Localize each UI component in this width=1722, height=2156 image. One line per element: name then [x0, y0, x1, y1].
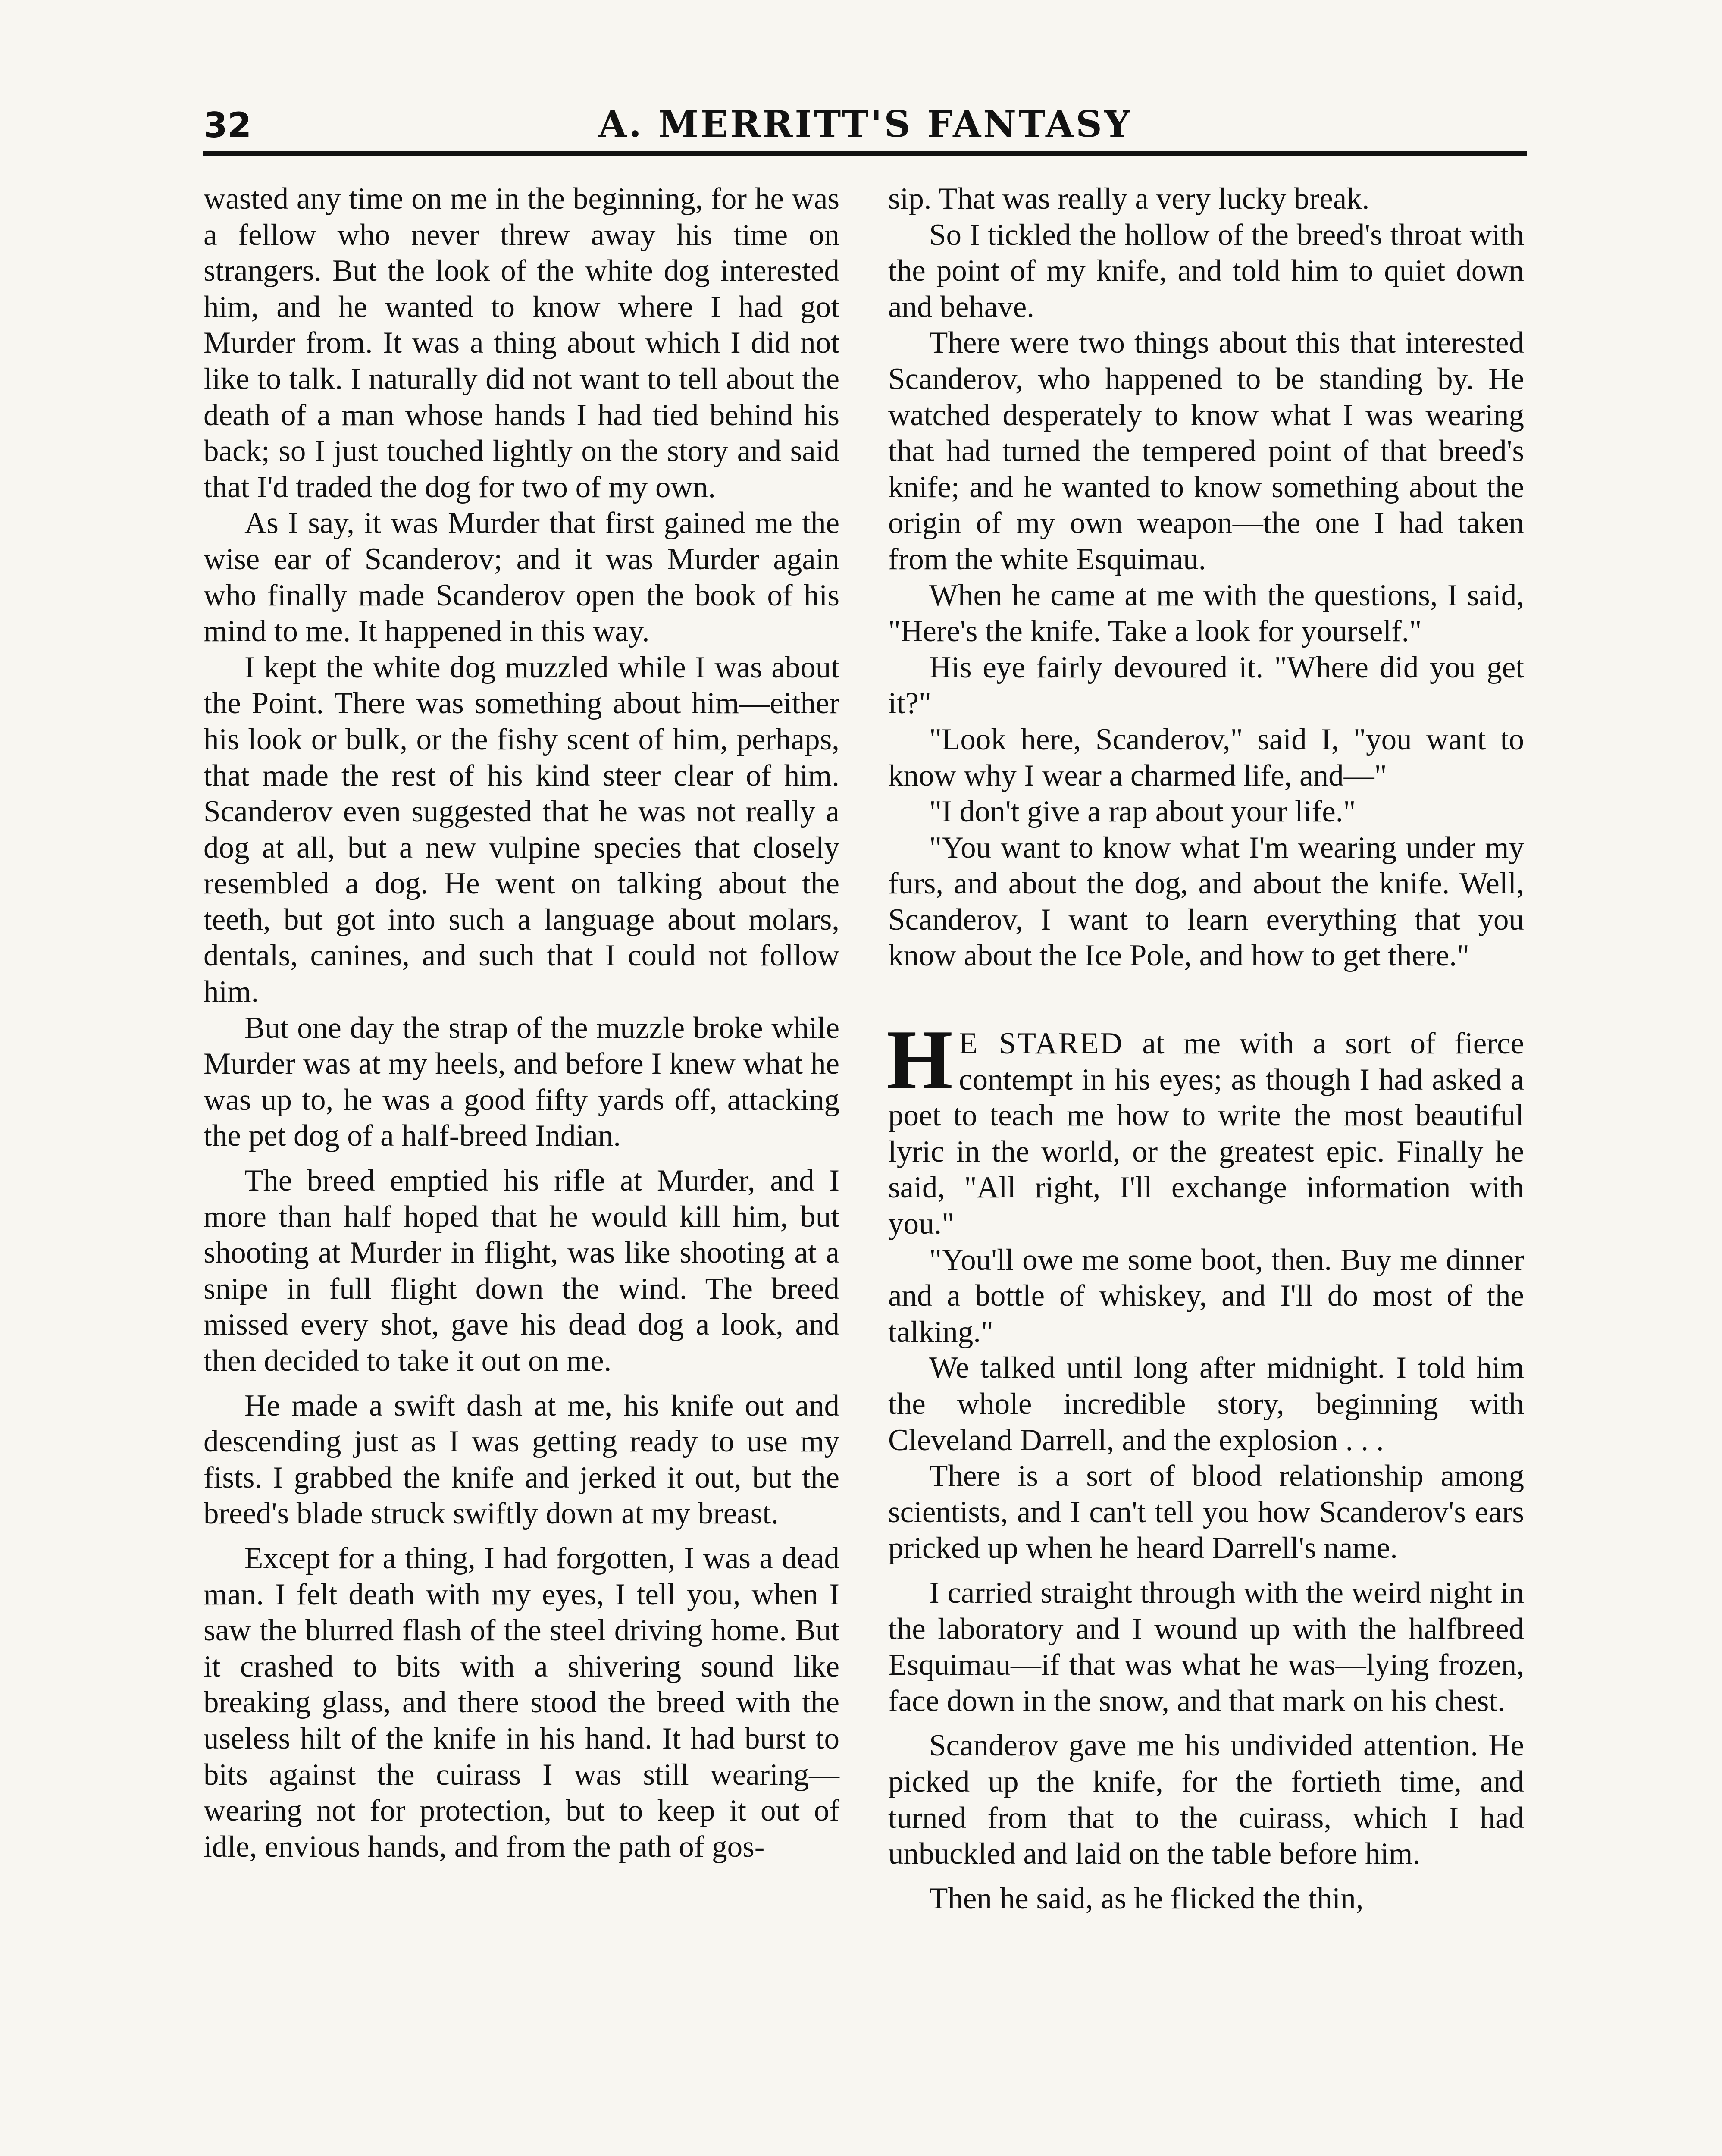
paragraph: sip. That was really a very lucky break.: [888, 182, 1370, 216]
paragraph: "You'll owe me some boot, then. Buy me dinner and a bottle of whiskey, and I'll do most of the talking.": [888, 1243, 1524, 1349]
paragraph: The breed emptied his rifle at Murder, and I more than half hoped that he would kill him, but shooting at Murder in flight, was like shooting at a snipe in full flight down the wind. The breed missed every shot, gave his dead dog a look, and then decided to take it out on me.: [204, 1164, 839, 1378]
paragraph: I carried straight through with the weird night in the laboratory and I wound up with the halfbreed Esquimau—if that was what he was—lying frozen, face down in the snow, and that mark on his chest.: [888, 1576, 1524, 1718]
section-opening-paragraph: [886, 1012, 1524, 1242]
left-column: [204, 181, 839, 1865]
paragraph: Then he said, as he flicked the thin,: [929, 1881, 1364, 1915]
paragraph: "Look here, Scanderov," said I, "you want to know why I wear a charmed life, and—": [888, 722, 1524, 793]
page-header: [204, 102, 1527, 149]
paragraph: There is a sort of blood relationship among scientists, and I can't tell you how Scanderov's ears pricked up when he heard Darrell's name.: [888, 1459, 1524, 1565]
drop-cap: H: [886, 1012, 953, 1107]
paragraph: As I say, it was Murder that first gained me the wise ear of Scanderov; and it was Murder again who finally made Scanderov open the book of his mind to me. It happened in this way.: [204, 506, 839, 649]
paragraph: His eye fairly devoured it. "Where did you get it?": [888, 650, 1524, 721]
paragraph: We talked until long after midnight. I told him the whole incredible story, beginning with Cleveland Darrell, and the explosion . . .: [888, 1351, 1524, 1457]
paragraph: I kept the white dog muzzled while I was about the Point. There was something about him—either his look or bulk, or the fishy scent of him, perhaps, that made the rest of his kind steer clear of him. Scanderov even suggested that he was not really a dog at all, but a new vulpine species that closely resembled a dog. He went on talking about the teeth, but got into such a language about molars, dentals, canines, and such that I could not follow him.: [204, 650, 839, 1009]
header-rule: [203, 151, 1527, 156]
paragraph: But one day the strap of the muzzle broke while Murder was at my heels, and before I knew what he was up to, he was a good fifty yards off, attacking the pet dog of a half-breed Indian.: [204, 1011, 839, 1153]
paragraph: There were two things about this that interested Scanderov, who happened to be standing by. He watched desperately to know what I was wearing that had turned the tempered point of that breed's knife; and he wanted to know something about the origin of my own weapon—the one I had taken from the white Esquimau.: [888, 326, 1524, 576]
lead-in: E STARED: [959, 1027, 1124, 1061]
paragraph: "You want to know what I'm wearing under my furs, and about the dog, and about the knife. Well, Scanderov, I want to learn everything that you know about the Ice Pole, and how to get there.": [888, 830, 1524, 973]
paragraph: When he came at me with the questions, I said, "Here's the knife. Take a look for yourself.": [888, 578, 1524, 649]
paragraph-text: at me with a sort of fierce contempt in his eyes; as though I had asked a poet to teach me how to write the most beautiful lyric in the world, or the greatest epic. Finally he said, "All right, I'll exchange information with you.": [888, 1027, 1524, 1241]
right-column: [888, 181, 1524, 1917]
paragraph: So I tickled the hollow of the breed's throat with the point of my knife, and told him to quiet down and behave.: [888, 218, 1524, 324]
paragraph: Scanderov gave me his undivided attention. He picked up the knife, for the fortieth time, and turned from that to the cuirass, which I had unbuckled and laid on the table before him.: [888, 1729, 1524, 1871]
paragraph: Except for a thing, I had forgotten, I was a dead man. I felt death with my eyes, I tell you, when I saw the blurred flash of the steel driving home. But it crashed to bits with a shivering sound like breaking glass, and there stood the breed with the useless hilt of the knife in his hand. It had burst to bits against the cuirass I was still wearing—wearing not for protection, but to keep it out of idle, envious hands, and from the path of gos-: [204, 1541, 839, 1864]
running-title: A. MERRITT'S FANTASY: [598, 103, 1132, 145]
paragraph: He made a swift dash at me, his knife out and descending just as I was getting ready to use my fists. I grabbed the knife and jerked it out, but the breed's blade struck swiftly down at my breast.: [204, 1388, 839, 1531]
page-number: 32: [204, 105, 252, 145]
paragraph: "I don't give a rap about your life.": [929, 795, 1356, 829]
paragraph: wasted any time on me in the beginning, for he was a fellow who never threw away his time on strangers. But the look of the white dog interested him, and he wanted to know where I had got Murder from. It was a thing about which I did not like to talk. I naturally did not want to tell about the death of a man whose hands I had tied behind his back; so I just touched lightly on the story and said that I'd traded the dog for two of my own.: [204, 182, 839, 504]
